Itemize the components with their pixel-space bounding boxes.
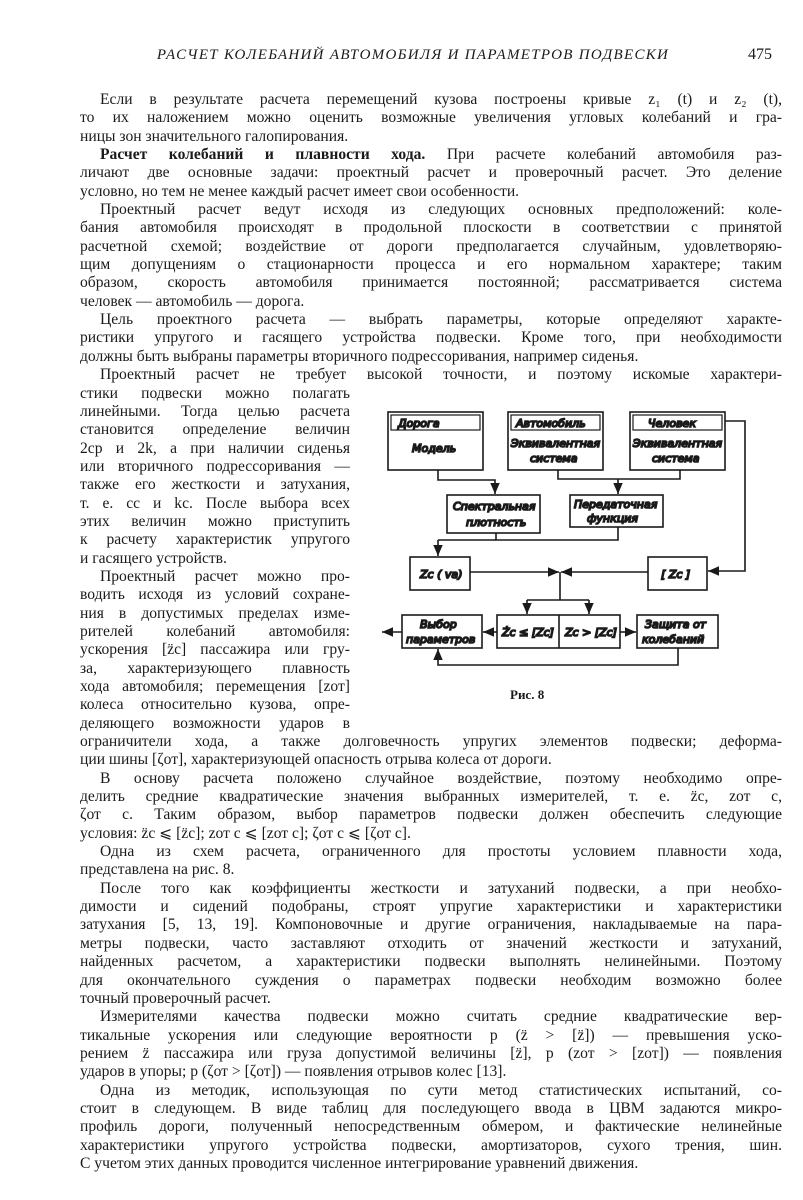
text-line: Проектный расчет ведут исходя из следующих основных предположений: коле- — [100, 201, 782, 219]
text-line: димости и сидений подобраны, строят упругие характеристики и характеристики — [80, 898, 782, 916]
car-body: система — [530, 452, 578, 465]
text-span: При расчете колебаний автомобиля раз- — [425, 146, 783, 164]
road-body: Модель — [412, 442, 457, 455]
text-line: ния в допустимых пределах изме- — [80, 604, 350, 622]
text-line: профиль дороги, полученный непосредственным обмером, и фактические нелинейные — [80, 1118, 782, 1136]
paragraph — [80, 843, 782, 880]
text-line: точный проверочный расчет. — [80, 989, 271, 1007]
text-line: После того как коэффициенты жесткости и затуханий подвески, а при необхо- — [100, 879, 782, 897]
text-line: 2cр и 2k, а при наличии сиденья — [80, 439, 350, 457]
page-number: 475 — [748, 46, 772, 63]
text-line: метры подвески, часто заставляют отходить от значений жесткости и затуханий, — [80, 934, 782, 952]
text-line: личают две основные задачи: проектный расчет и проверочный расчет. Это деление — [80, 164, 782, 182]
text-line: Одна из методик, использующая по сути метод статистических испытаний, со- — [100, 1081, 782, 1099]
text-line: линейными. Тогда целью расчета — [80, 402, 350, 420]
text-line: стоит в следующем. В виде таблиц для последующего ввода в ЦВМ задаются микро- — [80, 1099, 782, 1117]
road-title: Дорога — [398, 417, 440, 430]
car-title: Автомобиль — [516, 417, 586, 430]
text-line: водить исходя из условий сохране- — [80, 586, 350, 604]
text-line: С учетом этих данных проводится численное интегрирование уравнений движения. — [80, 1154, 639, 1172]
text-line: щим допущениям о стационарности процесса и его нормальном характере; таким — [80, 256, 782, 274]
protection-label: колебаний — [642, 633, 705, 646]
run-in-heading: Расчет колебаний и плавности хода. — [100, 146, 426, 164]
road-box — [388, 412, 483, 470]
text-line: представлена на рис. 8. — [80, 861, 235, 879]
zc-va-label: Zc ( va) — [420, 568, 463, 581]
condition-box — [497, 615, 620, 648]
transfer-function-box — [570, 495, 663, 527]
spectral-label: Спектральная — [453, 500, 536, 513]
parameter-choice-box — [402, 615, 482, 648]
paragraph — [80, 770, 782, 843]
text-line: деляющего возможности ударов в — [80, 714, 350, 732]
text-line: к расчету характеристик упругого — [80, 531, 350, 549]
paragraph — [80, 1008, 782, 1081]
text-line: становится определение величин — [80, 421, 350, 439]
text-line: условно, но тем не менее каждый расчет имеет свои особенности. — [80, 182, 520, 200]
text-line: затухания [5, 13, 19]. Компоновочные и другие ограничения, накладываемые на пара- — [80, 916, 782, 934]
text-line: условия: z̈с ⩽ [z̈с]; zот с ⩽ [zот с]; ζот с ⩽ [ζот с]. — [80, 824, 411, 842]
text-line: делить средние квадратические значения выбранных измерителей, т. е. z̈с, zот с, — [80, 788, 782, 806]
text-line: хода автомобиля; перемещения [zот] — [80, 678, 350, 695]
figure-8-block-diagram — [370, 400, 770, 710]
zc-limit-label: [ Zc ] — [661, 568, 691, 581]
text-line: человек — автомобиль — дорога. — [80, 292, 305, 310]
text-line: Цель проектного расчета — выбрать параметры, которые определяют характе- — [100, 311, 782, 329]
condition-gt: Zc > [Zc] — [565, 626, 617, 639]
text-line — [80, 146, 782, 164]
zc-limit-box — [648, 557, 707, 590]
human-body: Эквивалентная — [633, 437, 723, 450]
text-line: образом, скорость автомобиля принимается постоянной; рассматривается система — [80, 274, 782, 292]
human-body: система — [652, 452, 700, 465]
text-line: расчетной схемой; воздействие от дороги предполагается случайным, удовлетворяю- — [80, 237, 782, 255]
car-body: Эквивалентная — [511, 437, 601, 450]
paragraph — [80, 201, 782, 311]
text-line: ζот с. Таким образом, выбор параметров подвески должен обеспечить следующие — [80, 806, 782, 824]
text-line: для окончательного суждения о параметрах подвески необходим возможно более — [80, 971, 782, 989]
text-line: ницы зон значительного галопирования. — [80, 127, 349, 145]
text-line: бания автомобиля происходят в продольной плоскости в соответствии с принятой — [80, 219, 782, 237]
text-line: ограничители хода, а также долговечность упругих элементов подвески; деформа- — [80, 733, 782, 751]
human-box — [630, 412, 725, 470]
choice-label: Выбор — [420, 618, 457, 631]
paragraph — [80, 311, 782, 366]
paragraph — [80, 91, 782, 146]
running-header: РАСЧЕТ КОЛЕБАНИЙ АВТОМОБИЛЯ И ПАРАМЕТРОВ ПОДВЕСКИ — [156, 47, 670, 63]
text-line: т. е. cс и kс. После выбора всех — [80, 494, 350, 512]
spectral-density-box — [447, 495, 540, 533]
text-line: Одна из схем расчета, ограниченного для простоты условием плавности хода, — [100, 843, 782, 861]
text-line: Проектный расчет можно про- — [100, 567, 350, 585]
transfer-label: Передаточная — [574, 498, 658, 511]
figure-caption: Рис. 8 — [510, 687, 545, 702]
text-line: должны быть выбраны параметры вторичного подрессоривания, например сиденья. — [80, 347, 639, 365]
paragraph — [80, 1082, 782, 1174]
vibration-protection-box — [637, 615, 718, 648]
text-line: то их наложением можно оценить возможные увеличения угловых колебаний и гра- — [80, 109, 782, 127]
paragraph — [80, 880, 782, 1008]
condition-le: Żc ≤ [Zc] — [502, 626, 554, 639]
car-box — [508, 412, 603, 470]
text-line: рителей колебаний автомобиля: — [80, 622, 350, 640]
text-line: этих величин можно приступить — [80, 512, 350, 530]
text-line: найденных расчетом, а характеристики подвески выполнять нелинейными. Поэтому — [80, 953, 782, 971]
spectral-label: плотность — [466, 516, 527, 529]
text-line: за, характеризующего плавность — [80, 659, 350, 677]
text-line: Проектный расчет не требует высокой точности, и поэтому искомые характери- — [100, 366, 782, 384]
paragraph — [80, 146, 782, 201]
text-line: тикальные ускорения или следующие вероятности p (z̈ > [z̈]) — превышения уско- — [80, 1026, 782, 1044]
text-line: ристики упругого и гасящего устройства подвески. Кроме того, при необходимости — [80, 329, 782, 347]
text-line: также его жесткости и затухания, — [80, 476, 350, 494]
protection-label: Защита от — [645, 618, 707, 631]
text-line: Измерителями качества подвески можно считать средние квадратические вер- — [100, 1008, 782, 1026]
text-line: ции шины [ζот], характеризующей опасность отрыва колеса от дороги. — [80, 751, 552, 769]
text-line: ударов в упоры; p (ζот > [ζот]) — появления отрывов колес [13]. — [80, 1063, 507, 1081]
choice-label: параметров — [406, 633, 476, 646]
text-line: и гасящего устройств. — [80, 549, 227, 567]
text-line: колеса относительно кузова, опре- — [80, 696, 350, 714]
text-line: рением z̈ пассажира или груза допустимой величины [z̈], p (zот > [zот]) — появления — [80, 1044, 782, 1062]
text-line: Если в результате расчета перемещений кузова построены кривые z₁ (t) и z₂ (t), — [100, 91, 782, 108]
text-line: или вторичного подрессоривания — — [80, 457, 350, 475]
text-line: стики подвески можно полагать — [80, 384, 350, 402]
text-line: ускорения [z̈с] пассажира или гру- — [80, 641, 350, 659]
transfer-label: функция — [587, 512, 639, 525]
human-title: Человек — [648, 417, 696, 430]
text-line: В основу расчета положено случайное воздействие, поэтому необходимо опре- — [100, 769, 782, 787]
zc-va-box — [410, 557, 470, 590]
text-line: характеристики упругого устройства подвески, амортизаторов, сухого трения, шин. — [80, 1136, 782, 1154]
